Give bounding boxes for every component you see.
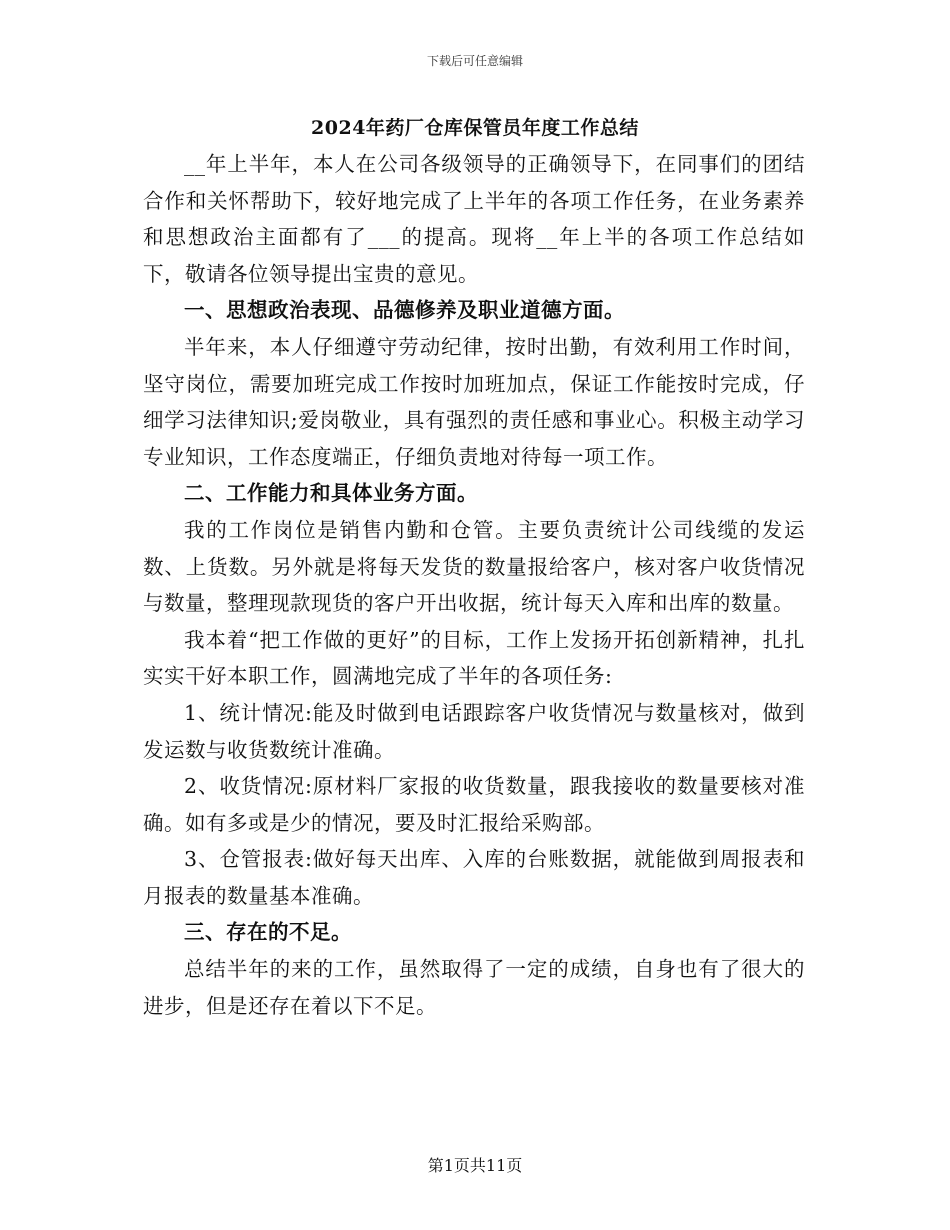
section-heading-2: 二、工作能力和具体业务方面。 (184, 481, 478, 506)
page-number: 第1页共11页 (427, 1156, 523, 1175)
document-body (143, 146, 805, 1024)
paragraph-intro: __年上半年，本人在公司各级领导的正确领导下，在同事们的团结合作和关怀帮助下，较好地完成了上半年的各项工作任务，在业务素养和思想政治主面都有了___的提高。现将__年上半的各项工作总结如下，敬请各位领导提出宝贵的意见。 (143, 152, 805, 286)
paragraph-item-1: 1、统计情况:能及时做到电话跟踪客户收货情况与数量核对，做到发运数与收货数统计准确。 (143, 700, 805, 762)
paragraph-shortcomings: 总结半年的来的工作，虽然取得了一定的成绩，自身也有了很大的进步，但是还存在着以下不足。 (143, 957, 805, 1018)
section-heading-1: 一、思想政治表现、品德修养及职业道德方面。 (184, 298, 625, 323)
paragraph-item-3: 3、仓管报表:做好每天出库、入库的台账数据，就能做到周报表和月报表的数量基本准确。 (143, 847, 805, 908)
paragraph-job-duties: 我的工作岗位是销售内勤和仓管。主要负责统计公司线缆的发运数、上货数。另外就是将每天发货的数量报给客户，核对客户收货情况与数量，整理现款现货的客户开出收据，统计每天入库和出库的数量。 (143, 517, 805, 616)
page-header-note: 下载后可任意编辑 (426, 54, 523, 68)
document-title: 2024年药厂仓库保管员年度工作总结 (311, 117, 639, 139)
paragraph-item-2: 2、收货情况:原材料厂家报的收货数量，跟我接收的数量要核对准确。如有多或是少的情况，要及时汇报给采购部。 (143, 774, 805, 835)
paragraph-section-1: 半年来，本人仔细遵守劳动纪律，按时出勤，有效利用工作时间，坚守岗位，需要加班完成工作按时加班加点，保证工作能按时完成，仔细学习法律知识;爱岗敬业，具有强烈的责任感和事业心。积极主动学习专业知识，工作态度端正，仔细负责地对待每一项工作。 (143, 334, 805, 469)
section-heading-3: 三、存在的不足。 (184, 920, 352, 945)
paragraph-goal: 我本着“把工作做的更好”的目标，工作上发扬开拓创新精神，扎扎实实干好本职工作，圆满地完成了半年的各项任务: (143, 627, 805, 689)
